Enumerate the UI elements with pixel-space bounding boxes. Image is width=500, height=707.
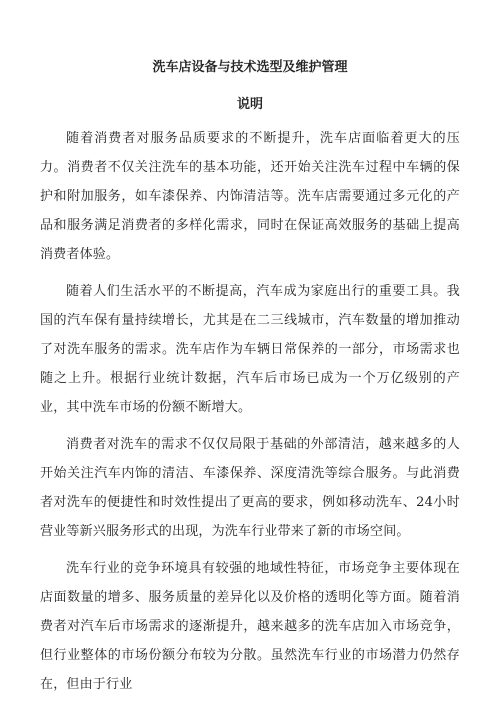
document-title: 洗车店设备与技术选型及维护管理 — [152, 60, 348, 75]
paragraph-4: 洗车行业的竞争环境具有较强的地域性特征，市场竞争主要体现在店面数量的增多、服务质量的差异化以及价格的透明化等方面。随着消费者对汽车后市场需求的逐渐提升，越来越多的洗车店加入市场竞争，但行业整体的市场份额分布较为分散。虽然洗车行业的市场潜力仍然存在，但由于行业 — [40, 561, 460, 692]
paragraph-2: 随着人们生活水平的不断提高，汽车成为家庭出行的重要工具。我国的汽车保有量持续增长，尤其是在二三线城市，汽车数量的增加推动了对洗车服务的需求。洗车店作为车辆日常保养的一部分，市场需求也随之上升。根据行业统计数据，汽车后市场已成为一个万亿级别的产业，其中洗车市场的份额不断增大。 — [40, 284, 460, 415]
paragraph-1: 随着消费者对服务品质要求的不断提升，洗车店面临着更大的压力。消费者不仅关注洗车的基本功能，还开始关注洗车过程中车辆的保护和附加服务，如车漆保养、内饰清洁等。洗车店需要通过多元化的产品和服务满足消费者的多样化需求，同时在保证高效服务的基础上提高消费者体验。 — [40, 131, 460, 262]
section-heading: 说明 — [236, 97, 263, 112]
paragraph-3: 消费者对洗车的需求不仅仅局限于基础的外部清洁，越来越多的人开始关注汽车内饰的清洁、车漆保养、深度清洗等综合服务。与此消费者对洗车的便捷性和时效性提出了更高的要求，例如移动洗车、24小时营业等新兴服务形式的出现，为洗车行业带来了新的市场空间。 — [40, 437, 460, 539]
